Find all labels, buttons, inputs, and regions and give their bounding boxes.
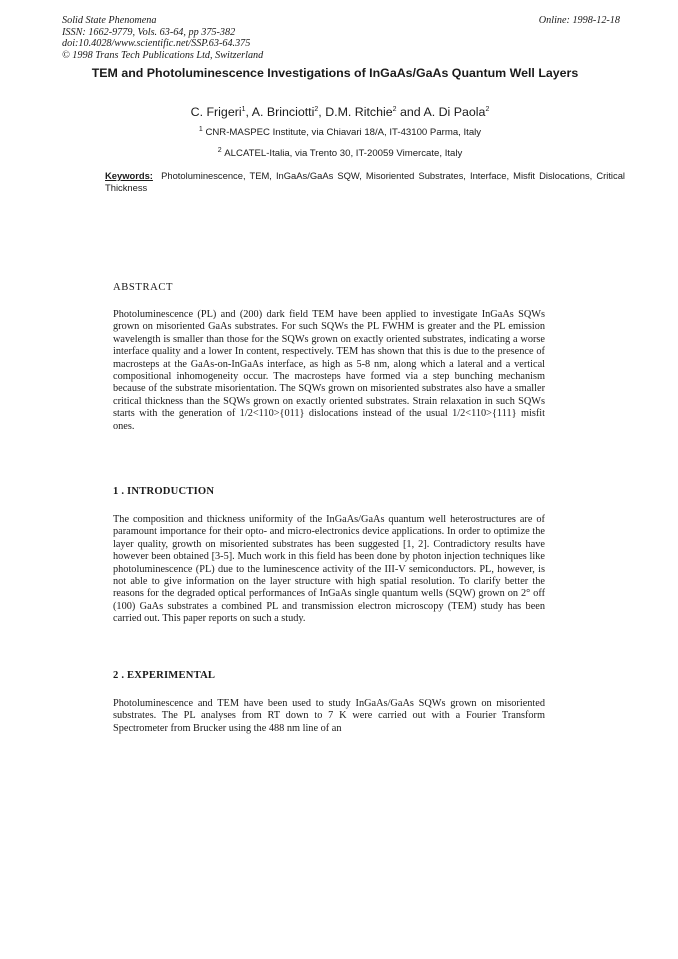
journal-name: Solid State Phenomena [62, 15, 157, 26]
author-affil-mark: 2 [485, 105, 490, 113]
doi-line: doi:10.4028/www.scientific.net/SSP.63-64.375 [62, 38, 251, 50]
keywords-text: Photoluminescence, TEM, InGaAs/GaAs SQW, Misoriented Substrates, Interface, Misfit Dislocations, Critical Thickness [105, 170, 625, 193]
author-separator: and [396, 105, 424, 119]
affiliation-text: CNR-MASPEC Institute, via Chiavari 18/A, IT-43100 Parma, Italy [205, 127, 482, 138]
keywords-block [105, 170, 625, 193]
author-affil-mark: 1 [241, 105, 246, 113]
author-name: A. Brinciotti [251, 105, 315, 119]
affiliation-number: 1 [198, 125, 203, 133]
introduction-heading: 1 . INTRODUCTION [113, 486, 215, 497]
author-name: A. Di Paola [423, 105, 486, 119]
affiliation-1 [60, 127, 620, 138]
copyright-line: © 1998 Trans Tech Publications Ltd, Switzerland [62, 49, 264, 61]
author-name: D.M. Ritchie [325, 105, 393, 119]
experimental-paragraph: Photoluminescence and TEM have been used to study InGaAs/GaAs SQWs grown on misoriented substrates. The PL analyses from RT down to 7 K were carried out with a Fourier Transform Spectrometer from Brucker using the 488 nm line of an [113, 698, 545, 734]
author-name: C. Frigeri [190, 105, 242, 119]
author-affil-mark: 2 [314, 105, 319, 113]
author-affil-mark: 2 [392, 105, 397, 113]
experimental-heading: 2 . EXPERIMENTAL [113, 670, 216, 681]
journal-header [62, 15, 263, 61]
introduction-paragraph: The composition and thickness uniformity of the InGaAs/GaAs quantum well heterostructures are of paramount importance for their opto- and micro-electronics device applications. In order to optimize the layer quality, growth on misoriented substrates has been suggested [1, 2]. Contradictory results have however been obtained [3-5]. Much work in this field has been done by photon injection techniques like photoluminescence (PL) due to the luminescence activity of the III-V semiconductors. PL, however, is not able to give information on the layer structure with high spatial resolution. To clarify better the reasons for the degraded optical performances of InGaAs single quantum wells (SQW) grown on 2° off (100) GaAs substrates a combined PL and transmission electron microscopy (TEM) study has been carried out. This paper reports on such a study. [113, 514, 545, 625]
author-list [60, 105, 620, 119]
affiliation-2 [60, 148, 620, 159]
issn-line: ISSN: 1662-9779, Vols. 63-64, pp 375-382 [62, 26, 236, 38]
author-separator: , [318, 105, 326, 119]
paper-title: TEM and Photoluminescence Investigations of InGaAs/GaAs Quantum Well Layers [91, 66, 579, 80]
abstract-heading: ABSTRACT [113, 282, 174, 293]
affiliation-text: ALCATEL-Italia, via Trento 30, IT-20059 Vimercate, Italy [224, 148, 463, 159]
online-date: Online: 1998-12-18 [538, 15, 620, 26]
author-separator: , [245, 105, 252, 119]
keywords-label: Keywords: [105, 170, 153, 181]
affiliation-number: 2 [217, 146, 222, 154]
abstract-paragraph: Photoluminescence (PL) and (200) dark field TEM have been applied to investigate InGaAs SQWs grown on misoriented GaAs substrates. For such SQWs the PL FWHM is greater and the PL emission wavelength is smaller than those for the SQWs grown on exactly oriented substrates, indicating a worse interface quality and a lower In content, respectively. TEM has shown that this is due to the presence of macrosteps at the GaAs-on-InGaAs interface, as high as 5-8 nm, along which a lateral and a vertical compositional inhomogeneity occur. The macrosteps have formed via a step bunching mechanism because of the substrate misorientation. The SQWs grown on misoriented substrates also have a smaller critical thickness than the SQWs grown on exactly oriented substrates. Strain relaxation in such SQWs starts with the generation of 1/2<110>{011} dislocations instead of the usual 1/2<110>{111} misfit ones. [113, 309, 545, 432]
